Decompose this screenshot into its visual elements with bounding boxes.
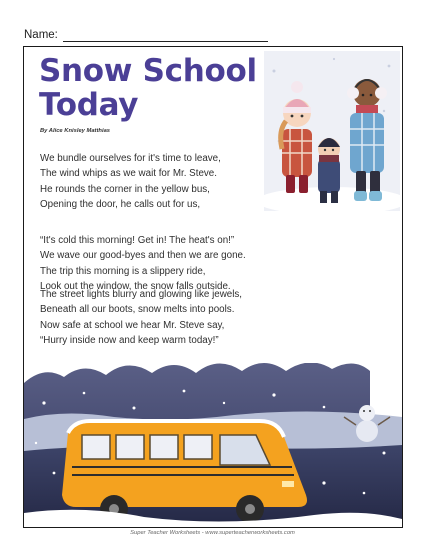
poem-line: We wave our good-byes and then we are gone. xyxy=(40,250,246,262)
name-write-line[interactable] xyxy=(63,41,268,42)
poem-line: We bundle ourselves for it's time to leave, xyxy=(40,153,221,164)
stanza-3 xyxy=(40,287,300,349)
poem-line: “It's cold this morning! Get in! The heat's on!” xyxy=(40,235,235,246)
poem-line: Beneath all our boots, snow melts into pools. xyxy=(40,304,235,316)
name-label: Name: xyxy=(24,29,58,41)
poem-line: The trip this morning is a slippery ride, xyxy=(40,265,206,277)
poem-title xyxy=(39,54,257,122)
title-line-1: Snow School xyxy=(39,53,257,89)
title-line-2: Today xyxy=(39,87,139,123)
stanza-2 xyxy=(40,233,300,295)
stanza-1 xyxy=(40,151,300,213)
worksheet-frame xyxy=(23,46,403,528)
poem-line: Opening the door, he calls out for us, xyxy=(40,199,201,211)
poem-line: Now safe at school we hear Mr. Steve say, xyxy=(40,319,225,331)
poem-line: He rounds the corner in the yellow bus, xyxy=(40,183,210,195)
poem-author: By Alice Knisley Matthias xyxy=(40,128,111,134)
footer-credit: Super Teacher Worksheets - www.superteacherworksheets.com xyxy=(130,530,295,536)
name-field xyxy=(24,29,254,45)
poem-line: The street lights blurry and glowing like jewels, xyxy=(40,289,243,300)
poem-line: Look out the window, the snow falls outside. xyxy=(40,281,231,293)
poem-line: “Hurry inside now and keep warm today!” xyxy=(40,335,219,347)
school-bus-illustration xyxy=(24,363,402,527)
poem-line: The wind whips as we wait for Mr. Steve. xyxy=(40,168,217,180)
